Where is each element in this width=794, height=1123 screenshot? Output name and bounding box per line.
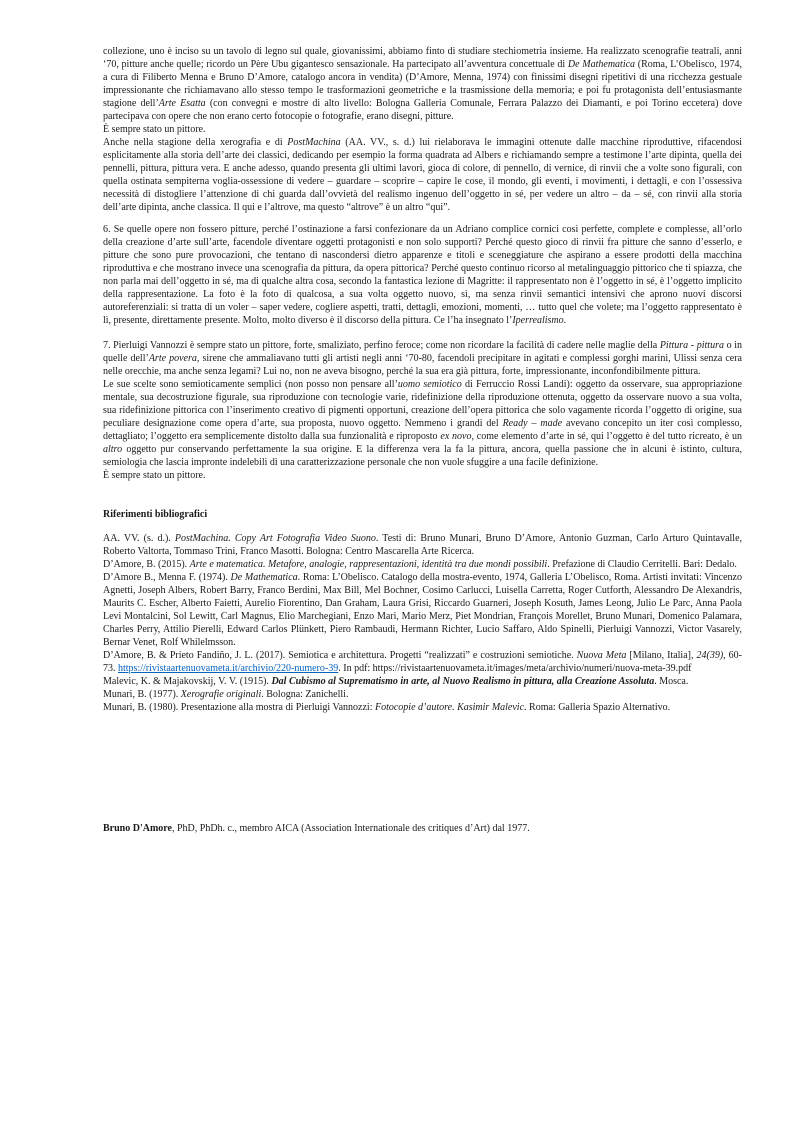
bibliography-list [103, 532, 742, 714]
reference-item-de-mathematica [103, 571, 742, 649]
text-run: di Ferruccio Rossi Landi): oggetto da osservare, sua appropriazione mentale, sua decostruzione figurale, sua riproduzione con tecnologie varie, ridefinizione della riproduzione ottenuta, oggetto da osservare nuovo a sua volta, sua ridefinizione pittorica con l’inserimento creativo di pigmenti opportuni, creazione dell’opera pittorica che solo vagamente ricorda l’oggetto di origine, sua peculiare designazione come opera d’arte, sua proposta, nuovo oggetto. Nemmeno i grandi del [103, 379, 742, 429]
text-run: collezione, uno è inciso su un tavolo di legno sul quale, giovanissimi, abbiamo finto di studiare stechiometria insieme. Ha realizzato scenografie teatrali, anni ‘70, pitture anche quelle; ricordo un Père Ubu gigantesco sensazionale. Ha partecipato all’avventura concettuale di [103, 46, 742, 70]
text-run: , PhD, PhDh. c., membro AICA (Association Internationale des critiques d’Art) dal 1977. [171, 823, 530, 834]
text-run: Fotocopie d’autore. Kasimir Malevic [374, 702, 525, 713]
text-run: È sempre stato un pittore. [103, 470, 206, 481]
text-run: 6. Se quelle opere non fossero pitture, perché l’ostinazione a farsi confezionare da un Adriano complice cornici così perfette, complete e complesse, all’orlo della creazione d’arte sull’arte, facendole diventare oggetti protagonisti e non solo supporti? Perché questo gioco di rinvii fra pitture che sanno d’esserlo, e pitture che sono pure provocazioni, che tentano di nascondersi dietro apparenze e titoli e sceneggiature che aspirano a essere prodotti della macchina riproduttiva e che mostrano invece una scenografia da pittura, da opera pittorica? Perché questo continuo ricorso al metalinguaggio pittorico che ti spiazza, che non parla mai dell’oggetto in sé, ma di qualche altra cosa, secondo la fantastica lezione di Magritte: il rappresentato non è l’oggetto in sé, è l’oggetto implicito della rappresentazione. La foto è la foto di qualcosa, a sua volta oggetto nuovo, sì, ma senza rinvii semantici intensivi che aprono nuovi discorsi autoreferenziali: si tratta di un voler – saper vedere, cogliere aspetti, tratti, dettagli, emozioni, momenti, … tutto quel che volete; ma l’oggetto rappresentato è lì, presente, direttamente presente. Molto, molto diverso è il discorso della pittura. Ce l’ha insegnato l’ [103, 224, 742, 326]
text-run: . Prefazione di Claudio Cerritelli. Bari: Dedalo. [547, 559, 737, 570]
paragraph-scelte-semiotiche [103, 378, 742, 469]
text-run: . Bologna: Zanichelli. [261, 689, 349, 700]
text-run: , sirene che ammaliavano tutti gli artisti negli anni ‘70-80, facendoli precipitare in agitati e complessi gorghi marini, Ulissi senza cera nelle orecchie, ma anche senza legami? Lui no, non ne aveva bisogno, perché la sua era già pittura, forte, impressionante, inconfondibilmente pittura. [103, 353, 742, 377]
text-run: . Roma: L’Obelisco. Catalogo della mostra-evento, 1974, Galleria L’Obelisco, Roma. Artisti invitati: Vincenzo Agnetti, Joseph Albers, Robert Barry, Franco Berdini, Max Bill, Mel Bochner, Cosimo Carlucci, Luisella Carretta, Roger Cutforth, Alessandro De Alexandris, Maurits C. Escher, Alberto Faietti, Aurelio Fiorentino, Dan Graham, Laura Grisi, Riccardo Guarneri, Joseph Kosuth, James Leong, Julio Le Parc, Anna Paola Levi Montalcini, Sol Lewitt, Carl Magnus, Elio Marchegiani, Enzo Mari, Mario Merz, Piet Mondrian, François Morellet, Bruno Munari, Domenico Palamara, Charles Perry, Attilio Pierelli, Edward Carlos Plünkett, Piero Rambaudi, Hermann Richter, Lucio Saffaro, Aldo Spinelli, Pierluigi Vannozzi, Victor Vasarely, Bernar Venet, Rolf Whilelmsson. [103, 572, 742, 648]
text-run: Arte e matematica. Metafore, analogie, rappresentazioni, identità tra due mondi possibili [189, 559, 548, 570]
text-run: 24(39) [696, 650, 724, 661]
paragraph-intro [103, 45, 742, 123]
text-run: . [563, 315, 567, 326]
paragraph-sempre-pittore-1 [103, 123, 742, 136]
text-run: De Mathematica [230, 572, 298, 583]
text-run: uomo semiotico [397, 379, 462, 390]
text-run: PostMachina. Copy Art Fotografia Video Suono [174, 533, 376, 544]
text-run: D’Amore, B. & Prieto Fandiño, J. L. (2017). Semiotica e architettura. Progetti “realizzati” e costruzioni semiotiche. [103, 650, 577, 661]
text-run: È sempre stato un pittore. [103, 124, 206, 135]
text-run: Pittura - pittura [659, 340, 724, 351]
paragraph-section-7 [103, 339, 742, 378]
text-run: De Mathematica [567, 59, 636, 70]
text-run: Iperrealismo [512, 315, 564, 326]
text-run: Nuova Meta [576, 650, 627, 661]
reference-item-malevic [103, 675, 742, 688]
text-run: avevano concepito un iter così complesso, dettagliato; l’oggetto era semplicemente distolto dalla sua funzionalità e riproposto [103, 418, 742, 442]
text-run: D’Amore B., Menna F. (1974). [103, 572, 231, 583]
text-run: Arte Esatta [158, 98, 206, 109]
text-run: Dal Cubismo al Suprematismo in arte, al Nuovo Realismo in pittura, alla Creazione Assoluta [271, 676, 655, 687]
text-run: Arte povera [148, 353, 197, 364]
reference-item-fotocopie [103, 701, 742, 714]
text-run: Ready – made [502, 418, 563, 429]
text-run: D’Amore, B. (2015). [103, 559, 190, 570]
text-run: Xerografie originali [180, 689, 262, 700]
text-run: Munari, B. (1980). Presentazione alla mostra di Pierluigi Vannozzi: [103, 702, 375, 713]
text-run: (con convegni e mostre di alto livello: Bologna Galleria Comunale, Ferrara Palazzo dei Diamanti, e poi Torino eccetera) dove partecipava con opere che non erano certo fotocopie o fotografie, erano disegni, pitture. [103, 98, 742, 122]
text-run: oggetto pur conservando perfettamente la sua origine. E la differenza vera la fa la pittura, ancora, quella passione che in alcuni è istinto, cultura, semiologia che lascia impronte indelebili di una caratterizzazione personale che non vuole sfuggire a una facile definizione. [103, 444, 742, 468]
text-run: (Roma, L’Obelisco, 1974, a cura di Filiberto Menna e Bruno D’Amore, catalogo ancora in vendita) (D’Amore, Menna, 1974) con finissimi disegni ripetitivi di una ricchezza gestuale impressionante che richiamavano allo stesso tempo le trasformazioni geometriche e la trasmissione della memoria; e poi fu protagonista dell’entusiasmante stagione dell’ [103, 59, 742, 109]
author-note [103, 822, 742, 835]
text-run: Anche nella stagione della xerografia e di [103, 137, 288, 148]
reference-item-xerografie [103, 688, 742, 701]
text-run: Bruno D'Amore [103, 823, 172, 834]
text-run: AA. VV. (s. d.). [103, 533, 175, 544]
paragraph-section-6 [103, 223, 742, 327]
text-run: Le sue scelte sono semioticamente semplici (non posso non pensare all’ [103, 379, 398, 390]
paragraph-sempre-pittore-2 [103, 469, 742, 482]
text-run: altro [103, 444, 123, 455]
text-run: . Testi di: Bruno Munari, Bruno D’Amore, Antonio Guzman, Carlo Arturo Quintavalle, Roberto Valtorta, Tommaso Trini, Franco Masotti. Bologna: Centro Mascarella Arte Ricerca. [103, 533, 743, 557]
article-body [103, 45, 742, 482]
text-run: , 60-73. [103, 650, 743, 674]
text-run: [Milano, Italia], [626, 650, 697, 661]
text-run: . Mosca. [654, 676, 689, 687]
reference-item-nuova-meta [103, 649, 742, 675]
text-run: ex novo [440, 431, 472, 442]
text-run: 7. Pierluigi Vannozzi è sempre stato un pittore, forte, smaliziato, perfino feroce; come non ricordare la facilità di cadere nelle maglie della [103, 340, 660, 351]
bibliography-heading: Riferimenti bibliografici [103, 509, 208, 520]
text-run: , come elemento d’arte in sé, qui l’oggetto è del tutto ricreato, è un [471, 431, 742, 442]
text-run: . Roma: Galleria Spazio Alternativo. [524, 702, 671, 713]
text-run: Malevic, K. & Majakovskij, V. V. (1915). [103, 676, 272, 687]
hyperlink[interactable]: https://rivistaartenuovameta.it/archivio/220-numero-39 [118, 663, 339, 674]
paragraph-xerografia [103, 136, 742, 214]
reference-item-arte-e-matematica [103, 558, 742, 571]
text-run: Munari, B. (1977). [103, 689, 181, 700]
text-run: . In pdf: https://rivistaartenuovameta.it/images/meta/archivio/numeri/nuova-meta-39.pdf [338, 663, 692, 674]
text-run: o in quelle dell’ [103, 340, 742, 364]
text-run: PostMachina [287, 137, 341, 148]
text-run: (AA. VV., s. d.) lui rielaborava le immagini ottenute dalle macchine riproduttive, rifacendosi esplicitamente alla storia dell’arte dei classici, dedicando per esempio la forma quadrata ad Albers e richiamando sempre a testimone l’arte dipinta, quella dei pennelli, pittura, pittura vera. E anche adesso, quando presenta gli ultimi lavori, gioca di colore, di pennello, di vernice, di rinvii che a volte sono figurali, con quella ostinata sempiterna voglia-ossessione di vedere – guardare – scoprire – capire le cose, il mondo, gli eventi, i movimenti, i dettagli, e con l’ossessiva necessità di distogliere l’attenzione di chi guarda dall’ovvietà del realismo ingenuo dell’oggetto in sé, per vedere un altro – da – sé, con rinvii alla storia dell’arte dipinta, anche classica. Il qui e l’altrove, ma questo “altrove” è un altro “qui”. [103, 137, 742, 213]
reference-item-postmachina [103, 532, 742, 558]
